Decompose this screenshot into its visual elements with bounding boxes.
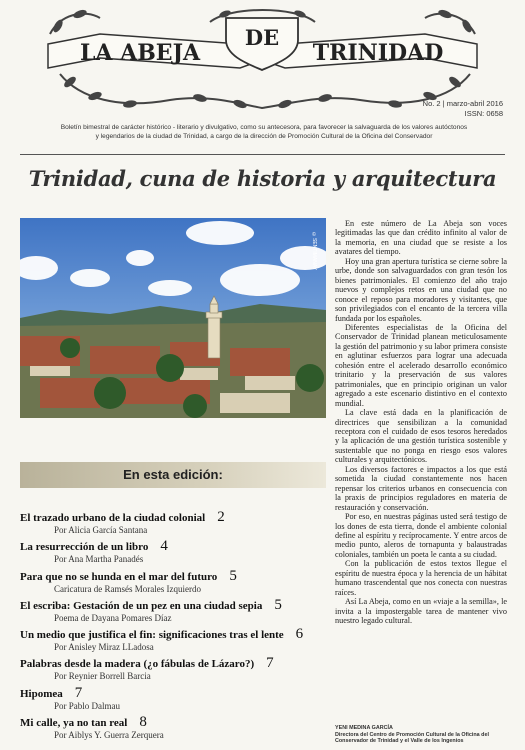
contents-item[interactable] [20, 623, 330, 652]
bulletin-description: Boletín bimestral de carácter histórico - literario y divulgativo, como su antecesora, para favorecer la salvaguarda de los valores autóctonos y legendarios de la ciudad de Trinidad, a cargo de la dirección de Promoción Cultural de la Oficina del Conservador [60, 124, 468, 140]
contents-item-page: 8 [139, 714, 147, 730]
contents-item-page: 5 [229, 568, 237, 584]
contents-item[interactable] [20, 535, 330, 564]
contents-item[interactable] [20, 594, 330, 623]
signature-role: Directora del Centro de Promoción Cultural de la Oficina del Conservador de Trinidad y el Valle de los Ingenios [335, 731, 489, 744]
contents-item-author: Por Reynier Borrell Barcia [54, 671, 151, 681]
contents-item[interactable] [20, 682, 330, 711]
contents-item-title: El escriba: Gestación de un pez en una ciudad sepia [20, 600, 263, 612]
contents-item-page: 2 [217, 509, 225, 525]
contents-item-title: Hipomea [20, 688, 63, 700]
paragraph: Con la publicación de estos textos llegue el espíritu de nuestra época y la herencia de un hábitat humano trascendental que nos conecta con nuestras raíces. [335, 559, 507, 597]
paragraph: Así La Abeja, como en un «viaje a la semilla», le invita a la impostergable tarea de mantener vivo nuestro legado cultural. [335, 597, 507, 626]
paragraph: Hoy una gran apertura turística se cierne sobre la urbe, donde son salvaguardados con gran tesón los bienes patrimoniales. El comienzo del año trajo nuevos y complejos retos en una ciudad que no conoce el reposo para moradores y visitantes, que son privilegiados con el encanto de la tercera villa fundada por los españoles. [335, 256, 507, 323]
page-title: Trinidad, cuna de historia y arquitectura [28, 166, 497, 191]
contents-item-page: 5 [274, 597, 282, 613]
cover-photo [20, 218, 326, 418]
masthead-title-right: TRINIDAD [312, 40, 444, 66]
photo-credit: ©SENTIMANAY [311, 232, 317, 271]
contents-item-title: Un medio que justifica el fin: significaciones tras el lente [20, 629, 284, 641]
masthead-title-left: LA ABEJA [79, 40, 201, 66]
contents-item-page: 6 [295, 626, 304, 642]
issn: ISSN: 0658 [464, 109, 503, 118]
contents-item-author: Por Anisley Miraz LLadosa [54, 642, 154, 652]
paragraph: En este número de La Abeja son voces legitimadas las que dan crédito infinito al valor de la memoria, en una ciudad que se resiste a los avatares del tiempo. [335, 219, 507, 257]
top-divider [20, 154, 505, 155]
contents-item-title: Para que no se hunda en el mar del futuro [20, 571, 218, 583]
contents-item-author: Por Alicia García Santana [54, 525, 148, 535]
contents-item-author: Por Ana Martha Panadés [54, 554, 144, 564]
contents-item[interactable] [20, 652, 330, 681]
contents-heading: En esta edición: [123, 467, 223, 482]
masthead [0, 0, 525, 120]
issue-number: No. 2 | marzo-abril 2016 [422, 99, 503, 108]
contents-heading-bar [20, 462, 326, 488]
contents-item-page: 7 [74, 685, 83, 701]
signature [335, 725, 507, 745]
contents-item[interactable] [20, 565, 330, 594]
contents-item[interactable] [20, 506, 330, 535]
issue-info [423, 99, 503, 119]
contents-item-page: 7 [266, 655, 274, 671]
contents-item-author: Por Aiblys Y. Guerra Zerquera [54, 730, 164, 740]
contents-item-title: El trazado urbano de la ciudad colonial [20, 512, 206, 524]
masthead-title-center: DE [244, 25, 280, 50]
contents-item-author: Poema de Dayana Pomares Díaz [54, 613, 172, 623]
paragraph: Diferentes especialistas de la Oficina del Conservador de Trinidad planean meticulosamente la gestión del patrimonio y su labor primera consiste en aglutinar esfuerzos para lograr una adecuada cohesión entre el acelerado desarrollo económico trinitario y la preservación de sus valores patrimoniales, que en principio originan un valor agregado a este escenario distintivo en el contexto mundial. [335, 322, 507, 408]
contents-item-page: 4 [160, 538, 168, 554]
contents-item[interactable] [20, 711, 330, 740]
paragraph: Por eso, en nuestras páginas usted será testigo de los dones de esta tierra, donde el ambiente colonial define al espíritu y recíprocamente. Y entre arcos de medio punto, aleros de tornapunta y balaustradas coloniales, también un poeta le canta a su ciudad. [335, 512, 507, 559]
contents-item-title: La resurrección de un libro [20, 541, 149, 553]
masthead-logo [40, 4, 485, 116]
contents-item-author: Por Pablo Dalmau [54, 701, 120, 711]
editorial-text [335, 219, 507, 625]
contents-item-title: Mi calle, ya no tan real [20, 717, 128, 729]
contents-item-author: Caricatura de Ramsés Morales Izquierdo [54, 584, 201, 594]
signature-name: YENI MEDINA GARCÍA [335, 725, 393, 731]
paragraph: Los diversos factores e impactos a los que está sometida la ciudad constantemente nos hacen repensar los criterios urbanos en consecuencia con la praxis de principios reguladores en materia de restauración y conservación. [335, 464, 507, 512]
paragraph: La clave está dada en la planificación de directrices que sensibilizan a la comunidad receptora con el cuidado de esos tesoros heredados y la aplicación de una gestión turística sostenible y sustentable que no ponga en riesgo esos valores culturales y arquitectónicos. [335, 408, 507, 465]
contents-item-title: Palabras desde la madera (¿o fábulas de Lázaro?) [20, 658, 255, 670]
